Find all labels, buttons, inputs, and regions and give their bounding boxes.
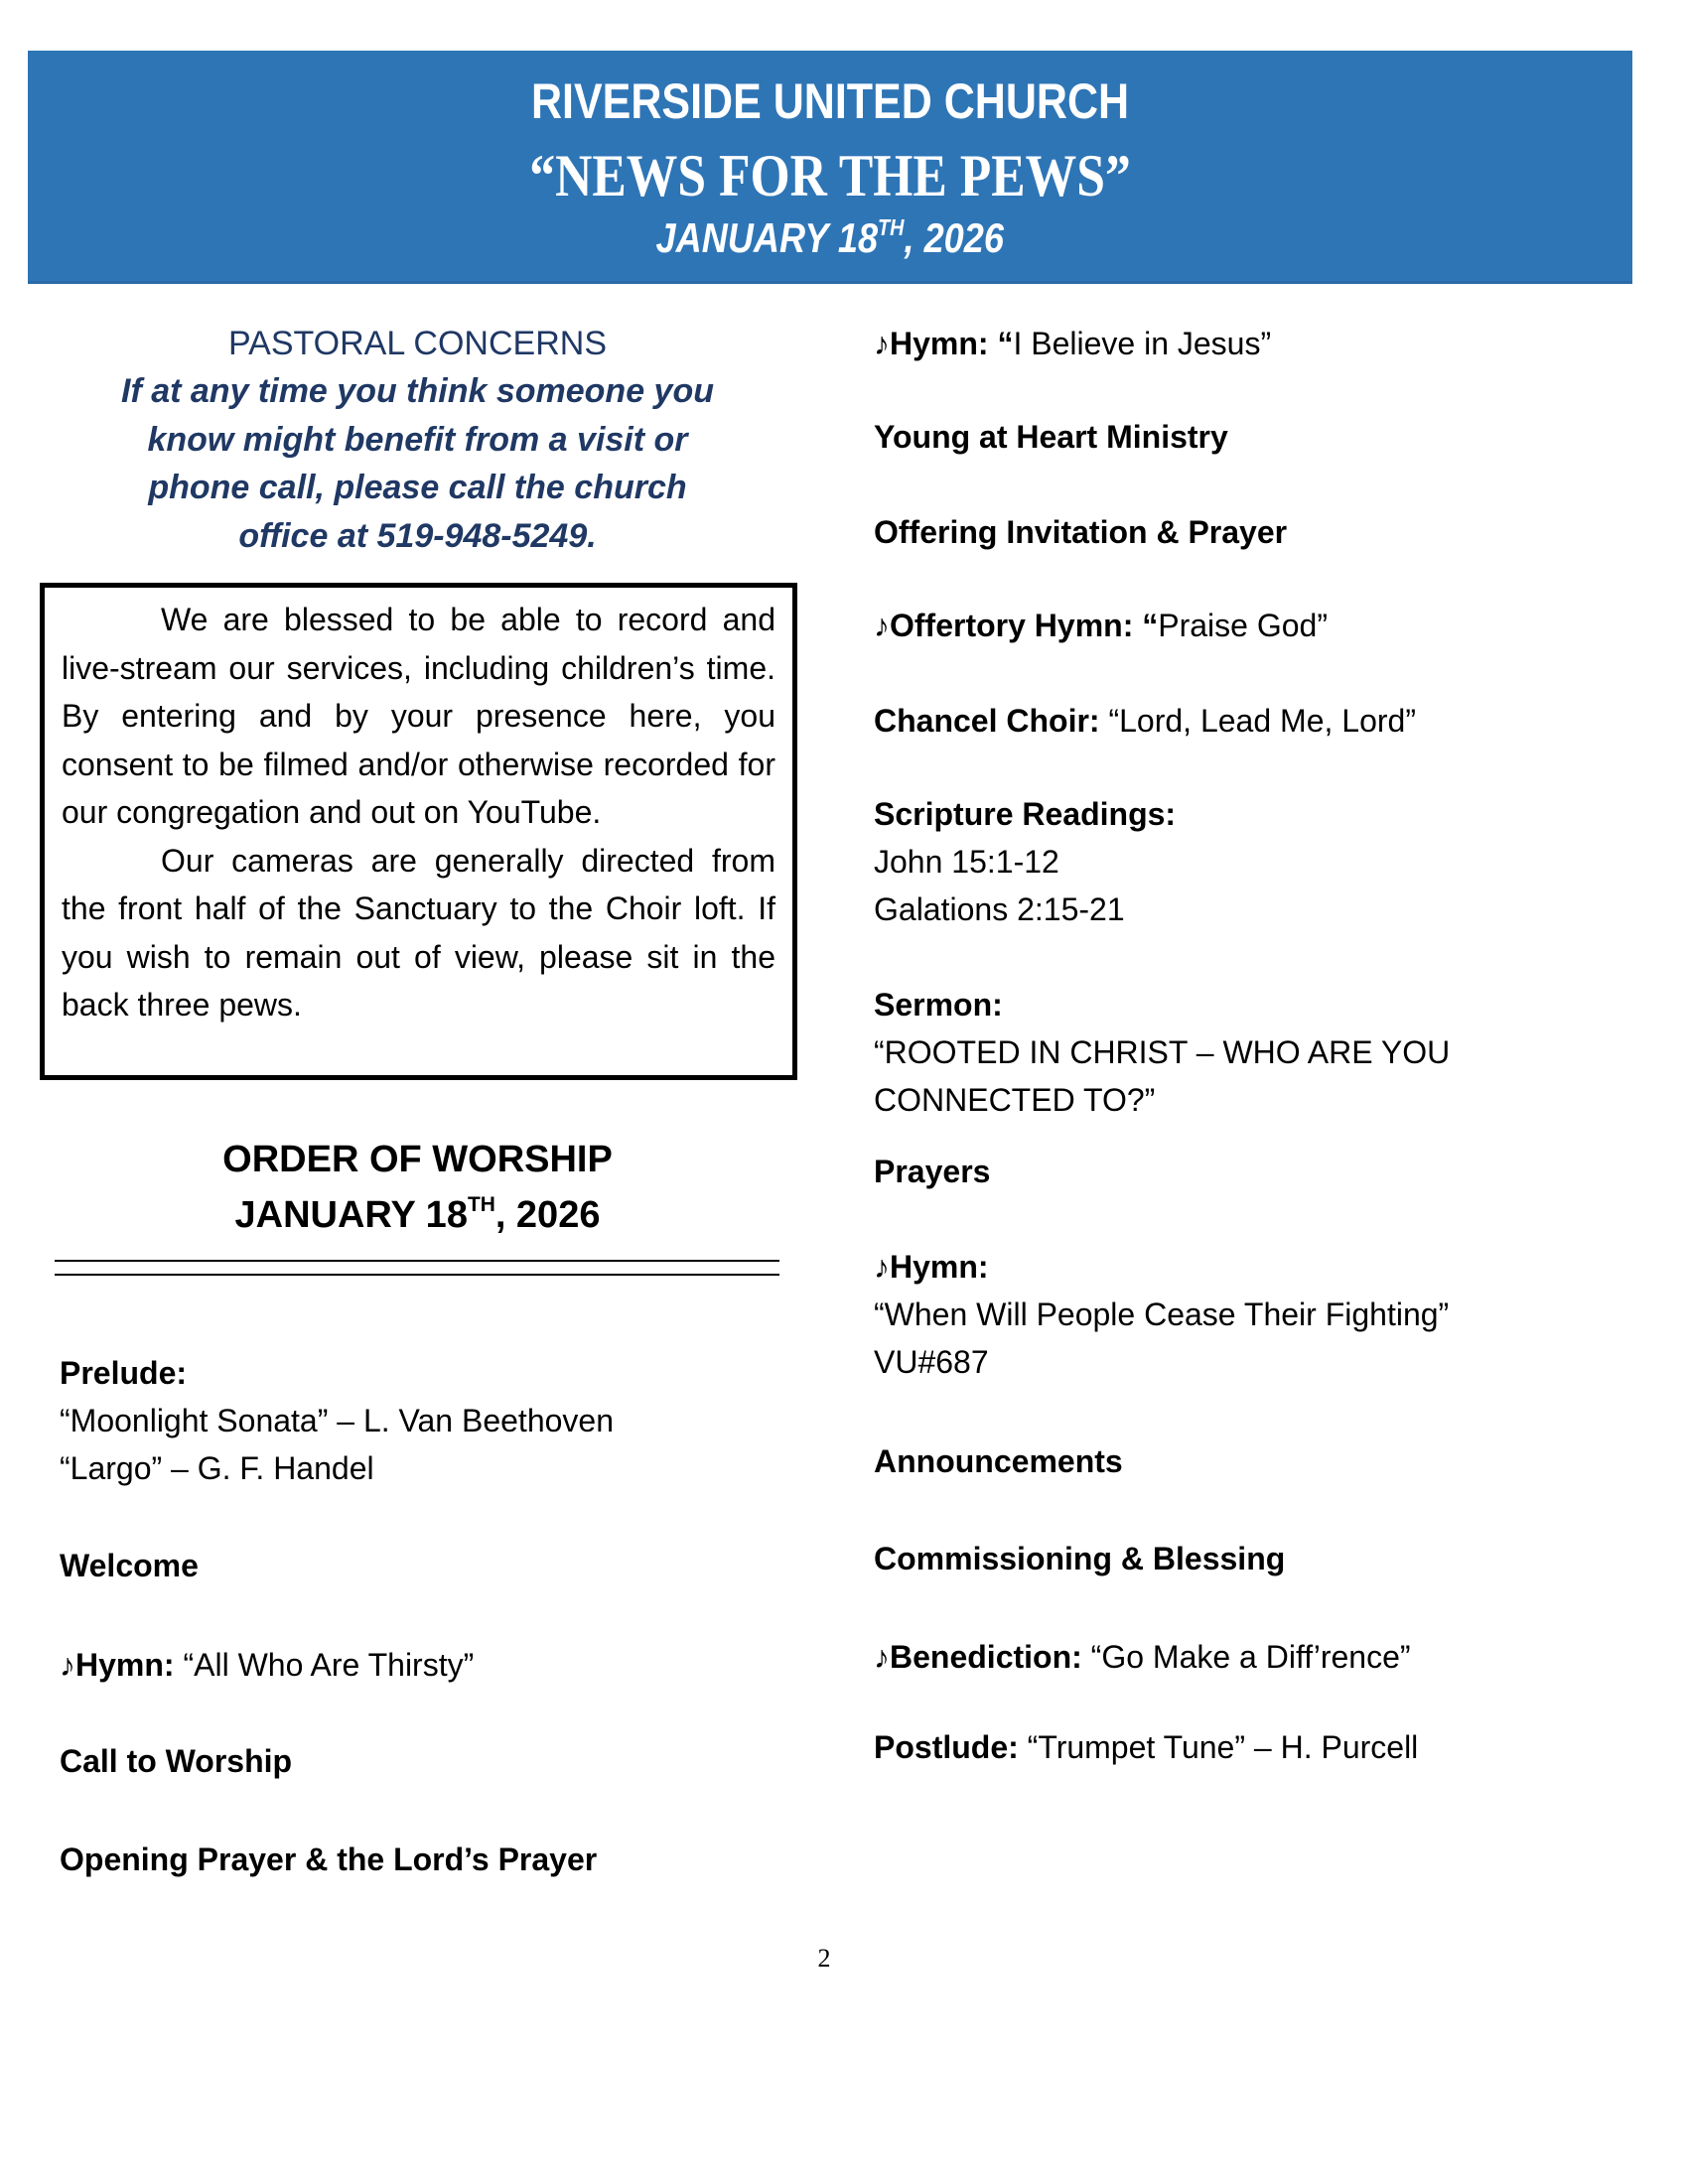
item-detail: “When Will People Cease Their Fighting” bbox=[874, 1297, 1450, 1332]
item-label: Sermon: bbox=[874, 987, 1003, 1023]
ow-date-prefix: JANUARY 18 bbox=[234, 1194, 468, 1236]
item-detail: I Believe in Jesus” bbox=[1013, 326, 1272, 361]
worship-item-benediction bbox=[874, 1633, 1411, 1681]
pastoral-line: phone call, please call the church bbox=[148, 469, 687, 506]
worship-item-hymn bbox=[874, 1243, 1449, 1386]
newsletter-title-text: “NEWS FOR THE PEWS” bbox=[529, 143, 1131, 208]
item-label: Prelude: bbox=[60, 1355, 188, 1391]
item-detail: “All Who Are Thirsty” bbox=[183, 1647, 475, 1683]
item-detail: “ROOTED IN CHRIST – WHO ARE YOU bbox=[874, 1034, 1451, 1070]
order-of-worship-title: ORDER OF WORSHIP bbox=[222, 1139, 613, 1180]
item-label: Offertory Hymn: “ bbox=[890, 608, 1159, 643]
item-detail: CONNECTED TO?” bbox=[874, 1082, 1156, 1118]
pastoral-line: office at 519-948-5249. bbox=[238, 516, 597, 555]
item-label: Hymn: “ bbox=[890, 326, 1014, 361]
item-label: Welcome bbox=[60, 1548, 199, 1583]
newsletter-title bbox=[28, 142, 1632, 210]
item-label: Young at Heart Ministry bbox=[874, 419, 1228, 455]
worship-item-young-at-heart bbox=[874, 413, 1228, 461]
worship-item-offertory-hymn bbox=[874, 602, 1328, 649]
recording-consent-notice bbox=[40, 583, 797, 1080]
order-of-worship-heading bbox=[39, 1132, 796, 1249]
music-note-icon: ♪ bbox=[874, 608, 890, 643]
item-detail: “Largo” – G. F. Handel bbox=[60, 1450, 374, 1486]
item-detail: VU#687 bbox=[874, 1344, 989, 1380]
music-note-icon: ♪ bbox=[60, 1647, 75, 1683]
date-year: , 2026 bbox=[904, 214, 1005, 261]
worship-item-commissioning bbox=[874, 1535, 1285, 1582]
consent-paragraph: We are blessed to be able to record and live-stream our services, including children’s time. By entering and by your presence here, you consent to be filmed and/or otherwise recorded for our congregation and out on YouTube. bbox=[62, 602, 775, 830]
worship-item-prelude bbox=[60, 1349, 614, 1492]
worship-item-prayers bbox=[874, 1148, 990, 1195]
item-label: Hymn: bbox=[75, 1647, 175, 1683]
item-label: Opening Prayer & the Lord’s Prayer bbox=[60, 1842, 598, 1877]
worship-item-hymn bbox=[874, 320, 1271, 367]
order-of-worship-date bbox=[39, 1187, 796, 1249]
worship-item-scripture bbox=[874, 790, 1176, 933]
newsletter-date-wrap bbox=[656, 214, 1004, 262]
page-number: 2 bbox=[817, 1944, 831, 1973]
divider-rule bbox=[55, 1260, 779, 1262]
item-detail: Praise God” bbox=[1158, 608, 1328, 643]
item-label: Postlude: bbox=[874, 1729, 1019, 1765]
item-label: Chancel Choir: bbox=[874, 703, 1100, 739]
item-detail: “Moonlight Sonata” – L. Van Beethoven bbox=[60, 1403, 614, 1438]
music-note-icon: ♪ bbox=[874, 1249, 890, 1285]
pastoral-line: If at any time you think someone you bbox=[121, 372, 714, 410]
item-label: Hymn: bbox=[890, 1249, 989, 1285]
newsletter-banner bbox=[28, 51, 1632, 284]
item-label: Commissioning & Blessing bbox=[874, 1541, 1286, 1576]
ow-date-year: , 2026 bbox=[494, 1194, 601, 1236]
item-label: Announcements bbox=[874, 1443, 1123, 1479]
divider-rule bbox=[55, 1274, 779, 1276]
date-prefix: JANUARY 18 bbox=[655, 214, 879, 261]
newsletter-date bbox=[28, 214, 1632, 262]
worship-item-hymn bbox=[60, 1641, 474, 1689]
music-note-icon: ♪ bbox=[874, 1639, 890, 1675]
item-detail: “Lord, Lead Me, Lord” bbox=[1108, 703, 1416, 739]
church-name-text: RIVERSIDE UNITED CHURCH bbox=[530, 73, 1130, 129]
consent-paragraph: Our cameras are generally directed from the front half of the Sanctuary to the Choir loft. If you wish to remain out of view, please sit in the back three pews. bbox=[62, 842, 775, 1023]
pastoral-concerns bbox=[39, 320, 796, 560]
item-detail: John 15:1-12 bbox=[874, 844, 1059, 880]
worship-item-sermon bbox=[874, 981, 1450, 1124]
item-label: Offering Invitation & Prayer bbox=[874, 514, 1288, 550]
ow-date-ordinal: TH bbox=[467, 1193, 495, 1217]
worship-item-chancel-choir bbox=[874, 697, 1416, 745]
pastoral-line: know might benefit from a visit or bbox=[147, 420, 688, 459]
worship-item-opening-prayer bbox=[60, 1836, 597, 1883]
worship-item-welcome bbox=[60, 1542, 199, 1589]
item-detail: Galations 2:15-21 bbox=[874, 891, 1125, 927]
church-name bbox=[28, 72, 1632, 130]
worship-item-postlude bbox=[874, 1723, 1418, 1771]
item-label: Scripture Readings: bbox=[874, 796, 1177, 832]
item-detail: “Go Make a Diff’rence” bbox=[1090, 1639, 1411, 1675]
item-label: Benediction: bbox=[890, 1639, 1082, 1675]
worship-item-offering bbox=[874, 508, 1287, 556]
pastoral-heading: PASTORAL CONCERNS bbox=[227, 325, 607, 362]
worship-item-announcements bbox=[874, 1437, 1123, 1485]
music-note-icon: ♪ bbox=[874, 326, 890, 361]
item-detail: “Trumpet Tune” – H. Purcell bbox=[1027, 1729, 1419, 1765]
date-ordinal: TH bbox=[878, 213, 905, 240]
worship-item-call-to-worship bbox=[60, 1737, 292, 1785]
item-label: Call to Worship bbox=[60, 1743, 293, 1779]
item-label: Prayers bbox=[874, 1154, 991, 1189]
